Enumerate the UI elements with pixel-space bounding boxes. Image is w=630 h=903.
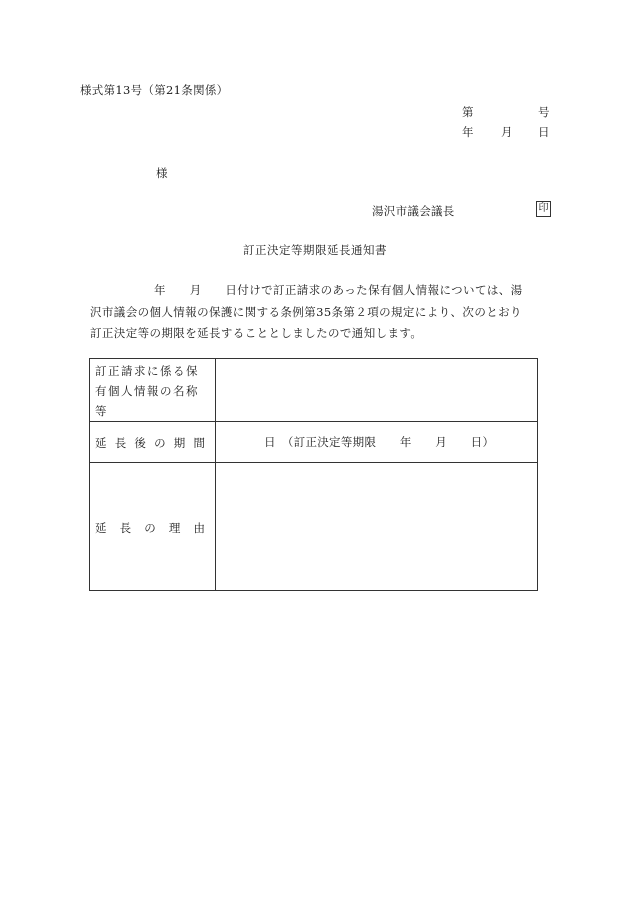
date-month-label: 月	[501, 125, 513, 139]
extension-reason-value[interactable]	[216, 463, 538, 591]
body-line-2: 沢市議会の個人情報の保護に関する条例第35条第２項の規定により、次のとおり	[90, 304, 522, 319]
extended-period-label-text	[95, 435, 211, 451]
extended-period-text: 日 （訂正決定等期限 年 月 日）	[264, 435, 495, 449]
table-row-extension-reason	[90, 463, 538, 591]
information-name-label-line-3: 等	[95, 404, 108, 418]
information-name-label-line-2: 有個人情報の名称	[95, 384, 199, 398]
sender-title: 湯沢市議会議長	[372, 204, 455, 218]
information-name-label-line-1: 訂正請求に係る保	[95, 364, 199, 378]
extended-period-label-char: 長	[114, 436, 127, 450]
extended-period-value[interactable]	[216, 422, 538, 463]
extension-reason-label-char: 理	[168, 520, 181, 535]
table-row-information-name	[90, 359, 538, 422]
extension-reason-label-char: 長	[119, 520, 132, 535]
extension-reason-label-char: 由	[193, 520, 205, 535]
document-number-prefix: 第	[462, 105, 474, 119]
extended-period-label-char: 間	[193, 436, 205, 450]
form-number: 様式第13号（第21条関係）	[80, 83, 229, 97]
extended-period-label-char: 延	[95, 436, 107, 450]
extension-reason-label-text	[95, 520, 211, 536]
extension-reason-label-char: 延	[95, 520, 107, 535]
seal-mark: 印	[536, 201, 551, 217]
body-line-1: 年 月 日付けで訂正請求のあった保有個人情報については、湯	[154, 283, 523, 297]
extended-period-label-char: の	[154, 436, 166, 450]
body-line-3: 訂正決定等の期限を延長することとしましたので通知します。	[90, 326, 423, 340]
date-day-label: 日	[538, 125, 550, 139]
notice-body	[90, 280, 552, 345]
information-name-label	[90, 359, 216, 422]
table-row-extended-period	[90, 422, 538, 463]
details-table	[89, 358, 538, 591]
extended-period-label-char: 後	[134, 436, 146, 450]
date-year-label: 年	[462, 125, 474, 139]
document-number-suffix: 号	[538, 105, 550, 119]
document-title: 訂正決定等期限延長通知書	[243, 243, 387, 257]
extension-reason-label-char: の	[144, 520, 156, 535]
information-name-value[interactable]	[216, 359, 538, 422]
extended-period-label-char: 期	[173, 436, 186, 450]
extended-period-label	[90, 422, 216, 463]
extension-reason-label	[90, 463, 216, 591]
addressee-honorific: 様	[156, 166, 168, 180]
